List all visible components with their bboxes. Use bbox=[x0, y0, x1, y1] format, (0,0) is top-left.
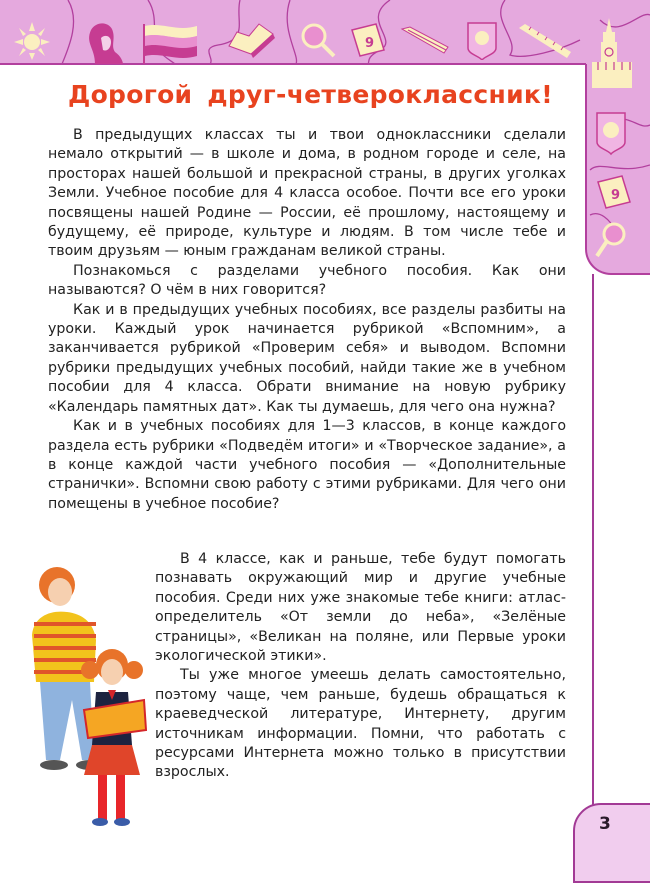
coat-of-arms-icon bbox=[465, 20, 499, 60]
sun-icon bbox=[12, 20, 52, 60]
paragraph: Как и в учебных пособиях для 1—3 классов, в конце каждого раздела есть рубрики «Подведём итоги» и «Творческое задание», а в конце каждой части учебного пособия — «Дополнительные странички». Вспомни свою работу с этими рубриками. Для чего они помещены в учебное пособие? bbox=[48, 418, 566, 512]
paragraph: В 4 классе, как и раньше, тебе будут помогать познавать окружающий мир и другие учебные пособия. Среди них уже знакомые тебе книги: атлас-определитель «От земли до неба», «Зелёные страницы», «Великан на поляне, или Первые уроки экологической этики». bbox=[155, 551, 566, 665]
page-number: 3 bbox=[599, 814, 611, 834]
paragraph: Ты уже многое умеешь делать самостоятельно, поэтому чаще, чем раньше, будешь обращаться к краеведческой литературе, Интернету, другим источникам информации. Помни, что работать с ресурсами Интернета можно только в присутствии взрослых. bbox=[155, 667, 566, 781]
page-title: Дорогой друг-четвероклассник! bbox=[68, 80, 553, 109]
portrait-icon bbox=[77, 18, 127, 64]
ruler-icon bbox=[590, 60, 634, 90]
pencil-icon bbox=[400, 25, 450, 55]
magnifier-icon bbox=[594, 220, 630, 260]
ruler-icon bbox=[515, 22, 575, 62]
magnifier-icon bbox=[298, 20, 338, 60]
calendar-icon bbox=[348, 20, 388, 60]
calendar-icon bbox=[594, 172, 634, 212]
svg-text:9: 9 bbox=[365, 36, 375, 51]
paragraph: Как и в предыдущих учебных пособиях, все разделы разбиты на уроки. Каждый урок начинается рубрикой «Вспомним», а заканчивается рубрикой «Проверим себя» и выводом. Вспомни рубрики предыдущих учебных пособий, найди такие же в учебном пособии для 4 класса. Обрати внимание на новую рубрику «Календарь памятных дат». Как ты думаешь, для чего она нужна? bbox=[48, 301, 566, 415]
svg-text:9: 9 bbox=[611, 188, 621, 203]
page-number-tab bbox=[573, 803, 650, 883]
right-margin-line bbox=[592, 274, 594, 806]
side-text bbox=[155, 550, 566, 783]
paragraph: В предыдущих классах ты и твои одноклассники сделали немало открытий — в школе и дома, в родном городе и селе, на просторах нашей большой и прекрасной страны, в других уголках Земли. Учебное пособие для 4 класса особое. Почти все его уроки посвящены нашей Родине — России, её прошлому, настоящему и будущему, её природе, культуре и людям. В том числе тебе и твоим друзьям — юным гражданам великой страны. bbox=[48, 127, 566, 260]
flag-icon bbox=[142, 20, 202, 64]
coat-of-arms-icon bbox=[594, 110, 628, 156]
kids-illustration bbox=[12, 560, 162, 830]
open-book-icon bbox=[225, 20, 277, 60]
paragraph: Познакомься с разделами учебного пособия. Как они называются? О чём в них говорится? bbox=[48, 262, 566, 299]
main-text bbox=[48, 126, 566, 514]
